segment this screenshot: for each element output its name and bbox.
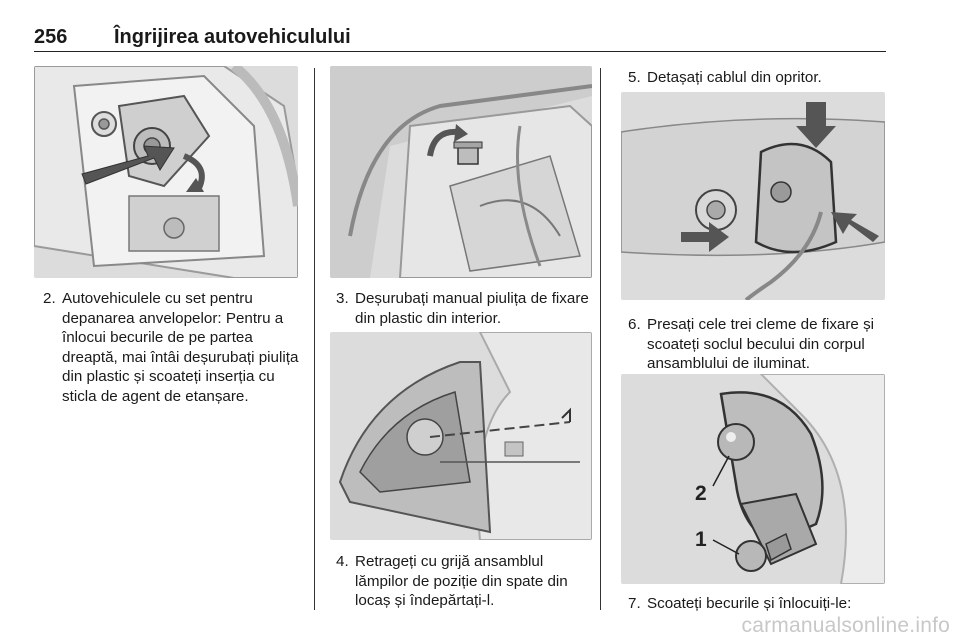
step-text: Autovehiculele cu set pentru depanarea anvelopelor: Pentru a înlocui becurile de pe partea dreaptă, mai întâi deșurubați piulița din plastic și scoateți inserția cu sticla de agent de etanșare. <box>62 290 299 405</box>
watermark: carmanualsonline.info <box>741 614 950 637</box>
illustration-cable-detach <box>621 92 885 300</box>
illustration-bulb-socket <box>621 374 885 584</box>
step-text: Detașați cablul din opritor. <box>647 69 822 86</box>
label-1: 1 <box>695 528 707 551</box>
illustration-plastic-nut <box>330 66 592 278</box>
step-number: 2. <box>43 290 56 307</box>
illustration-lamp-removal <box>330 332 592 540</box>
step-text: Deșurubați manual piulița de fixare din plastic din interior. <box>355 290 589 327</box>
step-text: Retrageți cu grijă ansamblul lămpilor de poziție din spate din locaș și îndepărtați-l. <box>355 553 568 609</box>
page-number: 256 <box>34 26 68 48</box>
header-rule <box>34 51 886 52</box>
page-header <box>34 26 886 52</box>
step-number: 4. <box>336 553 349 570</box>
step-number: 5. <box>628 69 641 86</box>
lamp-removal-drawing <box>330 332 592 540</box>
step-number: 6. <box>628 316 641 333</box>
step-number: 3. <box>336 290 349 307</box>
column-divider-1 <box>314 68 315 610</box>
bulb-socket-drawing <box>621 374 885 584</box>
step-text: Presați cele trei cleme de fixare și scoateți soclul becului din corpul ansamblului de iluminat. <box>647 316 875 372</box>
column-divider-2 <box>600 68 601 610</box>
illustration-trunk-panel <box>34 66 298 278</box>
step-number: 7. <box>628 595 641 612</box>
plastic-nut-drawing <box>330 66 592 278</box>
trunk-panel-drawing <box>34 66 298 278</box>
label-2: 2 <box>695 482 707 505</box>
cable-detach-drawing <box>621 92 885 300</box>
chapter-title: Îngrijirea autovehiculului <box>114 26 351 48</box>
step-text: Scoateți becurile și înlocuiți-le: <box>647 595 852 612</box>
